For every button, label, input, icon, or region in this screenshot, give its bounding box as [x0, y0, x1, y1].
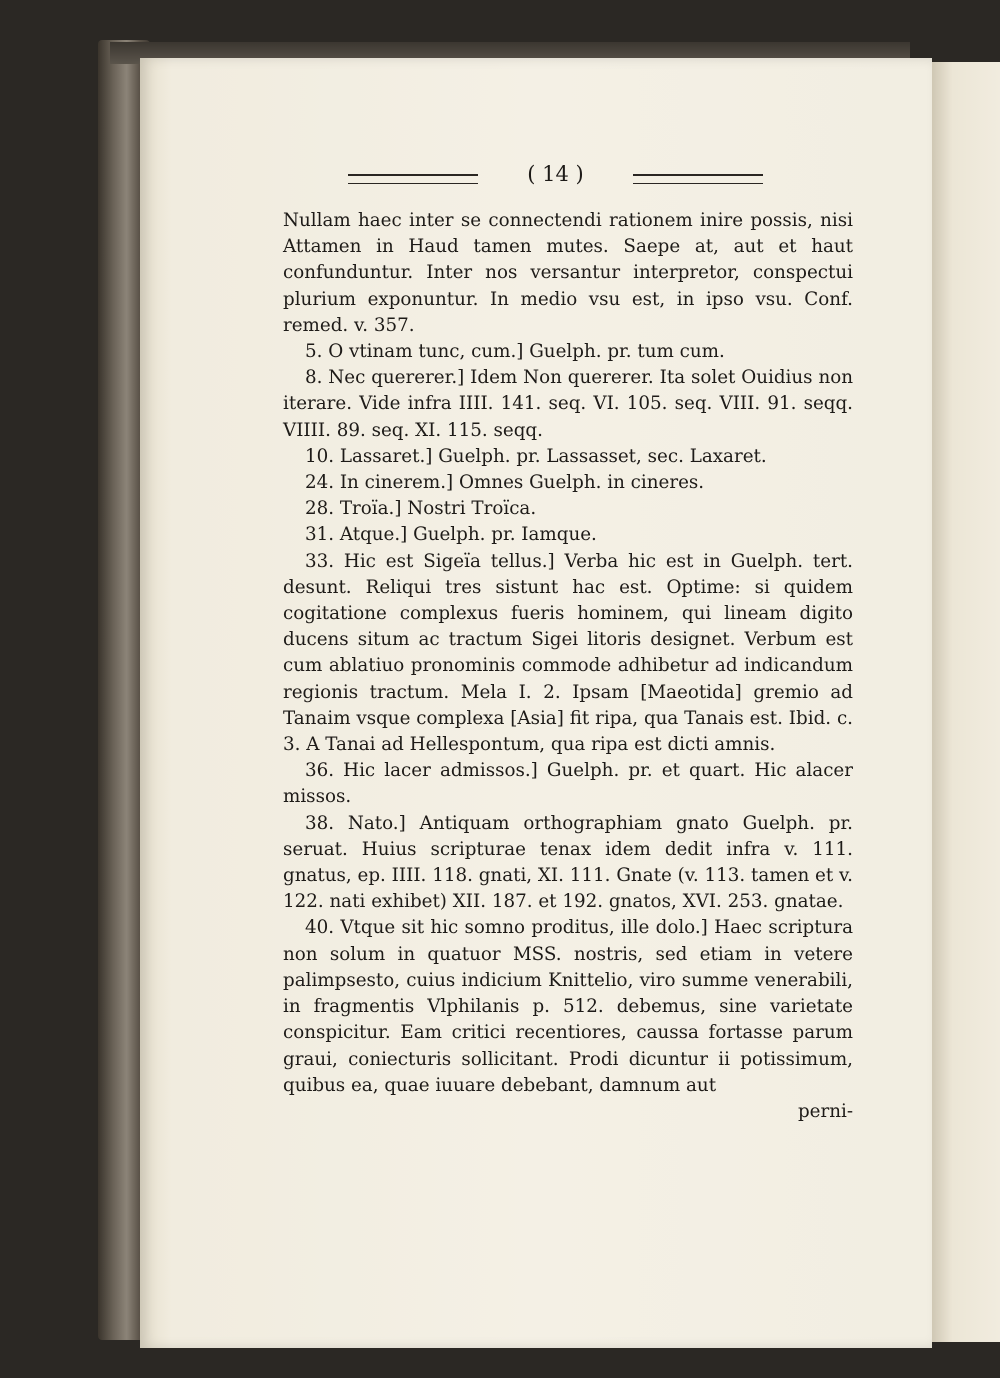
page-header	[348, 162, 763, 192]
note: 38. Nato.] Antiquam orthographiam gnato Guelph. pr. seruat. Huius scripturae tenax idem dedit infra v. 111. gnatus, ep. IIII. 118. gnati, XI. 111. Gnate (v. 113. tamen et v. 122. nati exhibet) XII. 187. et 192. gnatos, XVI. 253. gnatae.	[283, 812, 853, 913]
note: 5. O vtinam tunc, cum.] Guelph. pr. tum cum.	[304, 341, 725, 363]
paragraph: Nullam haec inter se connectendi rationem inire possis, nisi Attamen in Haud tamen mutes. Saepe at, aut et haut confunduntur. Inter nos versantur interpretor, conspectui plurium exponuntur. In medio vsu est, in ipso vsu. Conf. remed. v. 357.	[283, 210, 853, 336]
note: 31. Atque.] Guelph. pr. Iamque.	[304, 524, 597, 546]
catchword: perni-	[797, 1100, 853, 1122]
facing-page-edge	[932, 62, 1000, 1342]
page-number: ( 14 )	[527, 162, 584, 186]
page-body	[283, 208, 853, 1125]
note: 33. Hic est Sigeïa tellus.] Verba hic est in Guelph. tert. desunt. Reliqui tres sistunt hac est. Optime: si quidem cogitatione complexus fueris hominem, qui lineam digito ducens situm ac tractum Sigei litoris designet. Verbum est cum ablatiuo pronominis commode adhibetur ad indicandum regionis tractum. Mela I. 2. Ipsam [Maeotida] gremio ad Tanaim vsque complexa [Asia] fit ripa, qua Tanais est. Ibid. c. 3. A Tanai ad Hellespontum, qua ripa est dicti amnis.	[283, 550, 853, 756]
note: 10. Lassaret.] Guelph. pr. Lassasset, sec. Laxaret.	[304, 445, 767, 467]
header-rule-right	[633, 174, 763, 184]
note: 8. Nec quererer.] Idem Non quererer. Ita solet Ouidius non iterare. Vide infra IIII. 141. seq. VI. 105. seq. VIII. 91. seqq. VIIII. 89. seq. XI. 115. seqq.	[283, 367, 853, 441]
note: 24. In cinerem.] Omnes Guelph. in cineres.	[304, 472, 705, 494]
note: 36. Hic lacer admissos.] Guelph. pr. et quart. Hic alacer missos.	[283, 760, 853, 808]
note: 28. Troïa.] Nostri Troïca.	[304, 498, 537, 520]
note: 40. Vtque sit hic somno proditus, ille dolo.] Haec scriptura non solum in quatuor MSS. nostris, sed etiam in vetere palimpsesto, cuius indicium Knittelio, viro summe venerabili, in fragmentis Vlphilanis p. 512. debemus, sine varietate conspicitur. Eam critici recentiores, caussa fortasse parum graui, coniecturis sollicitant. Prodi dicuntur ii potissimum, quibus ea, quae iuuare debebant, damnum aut	[283, 917, 853, 1096]
